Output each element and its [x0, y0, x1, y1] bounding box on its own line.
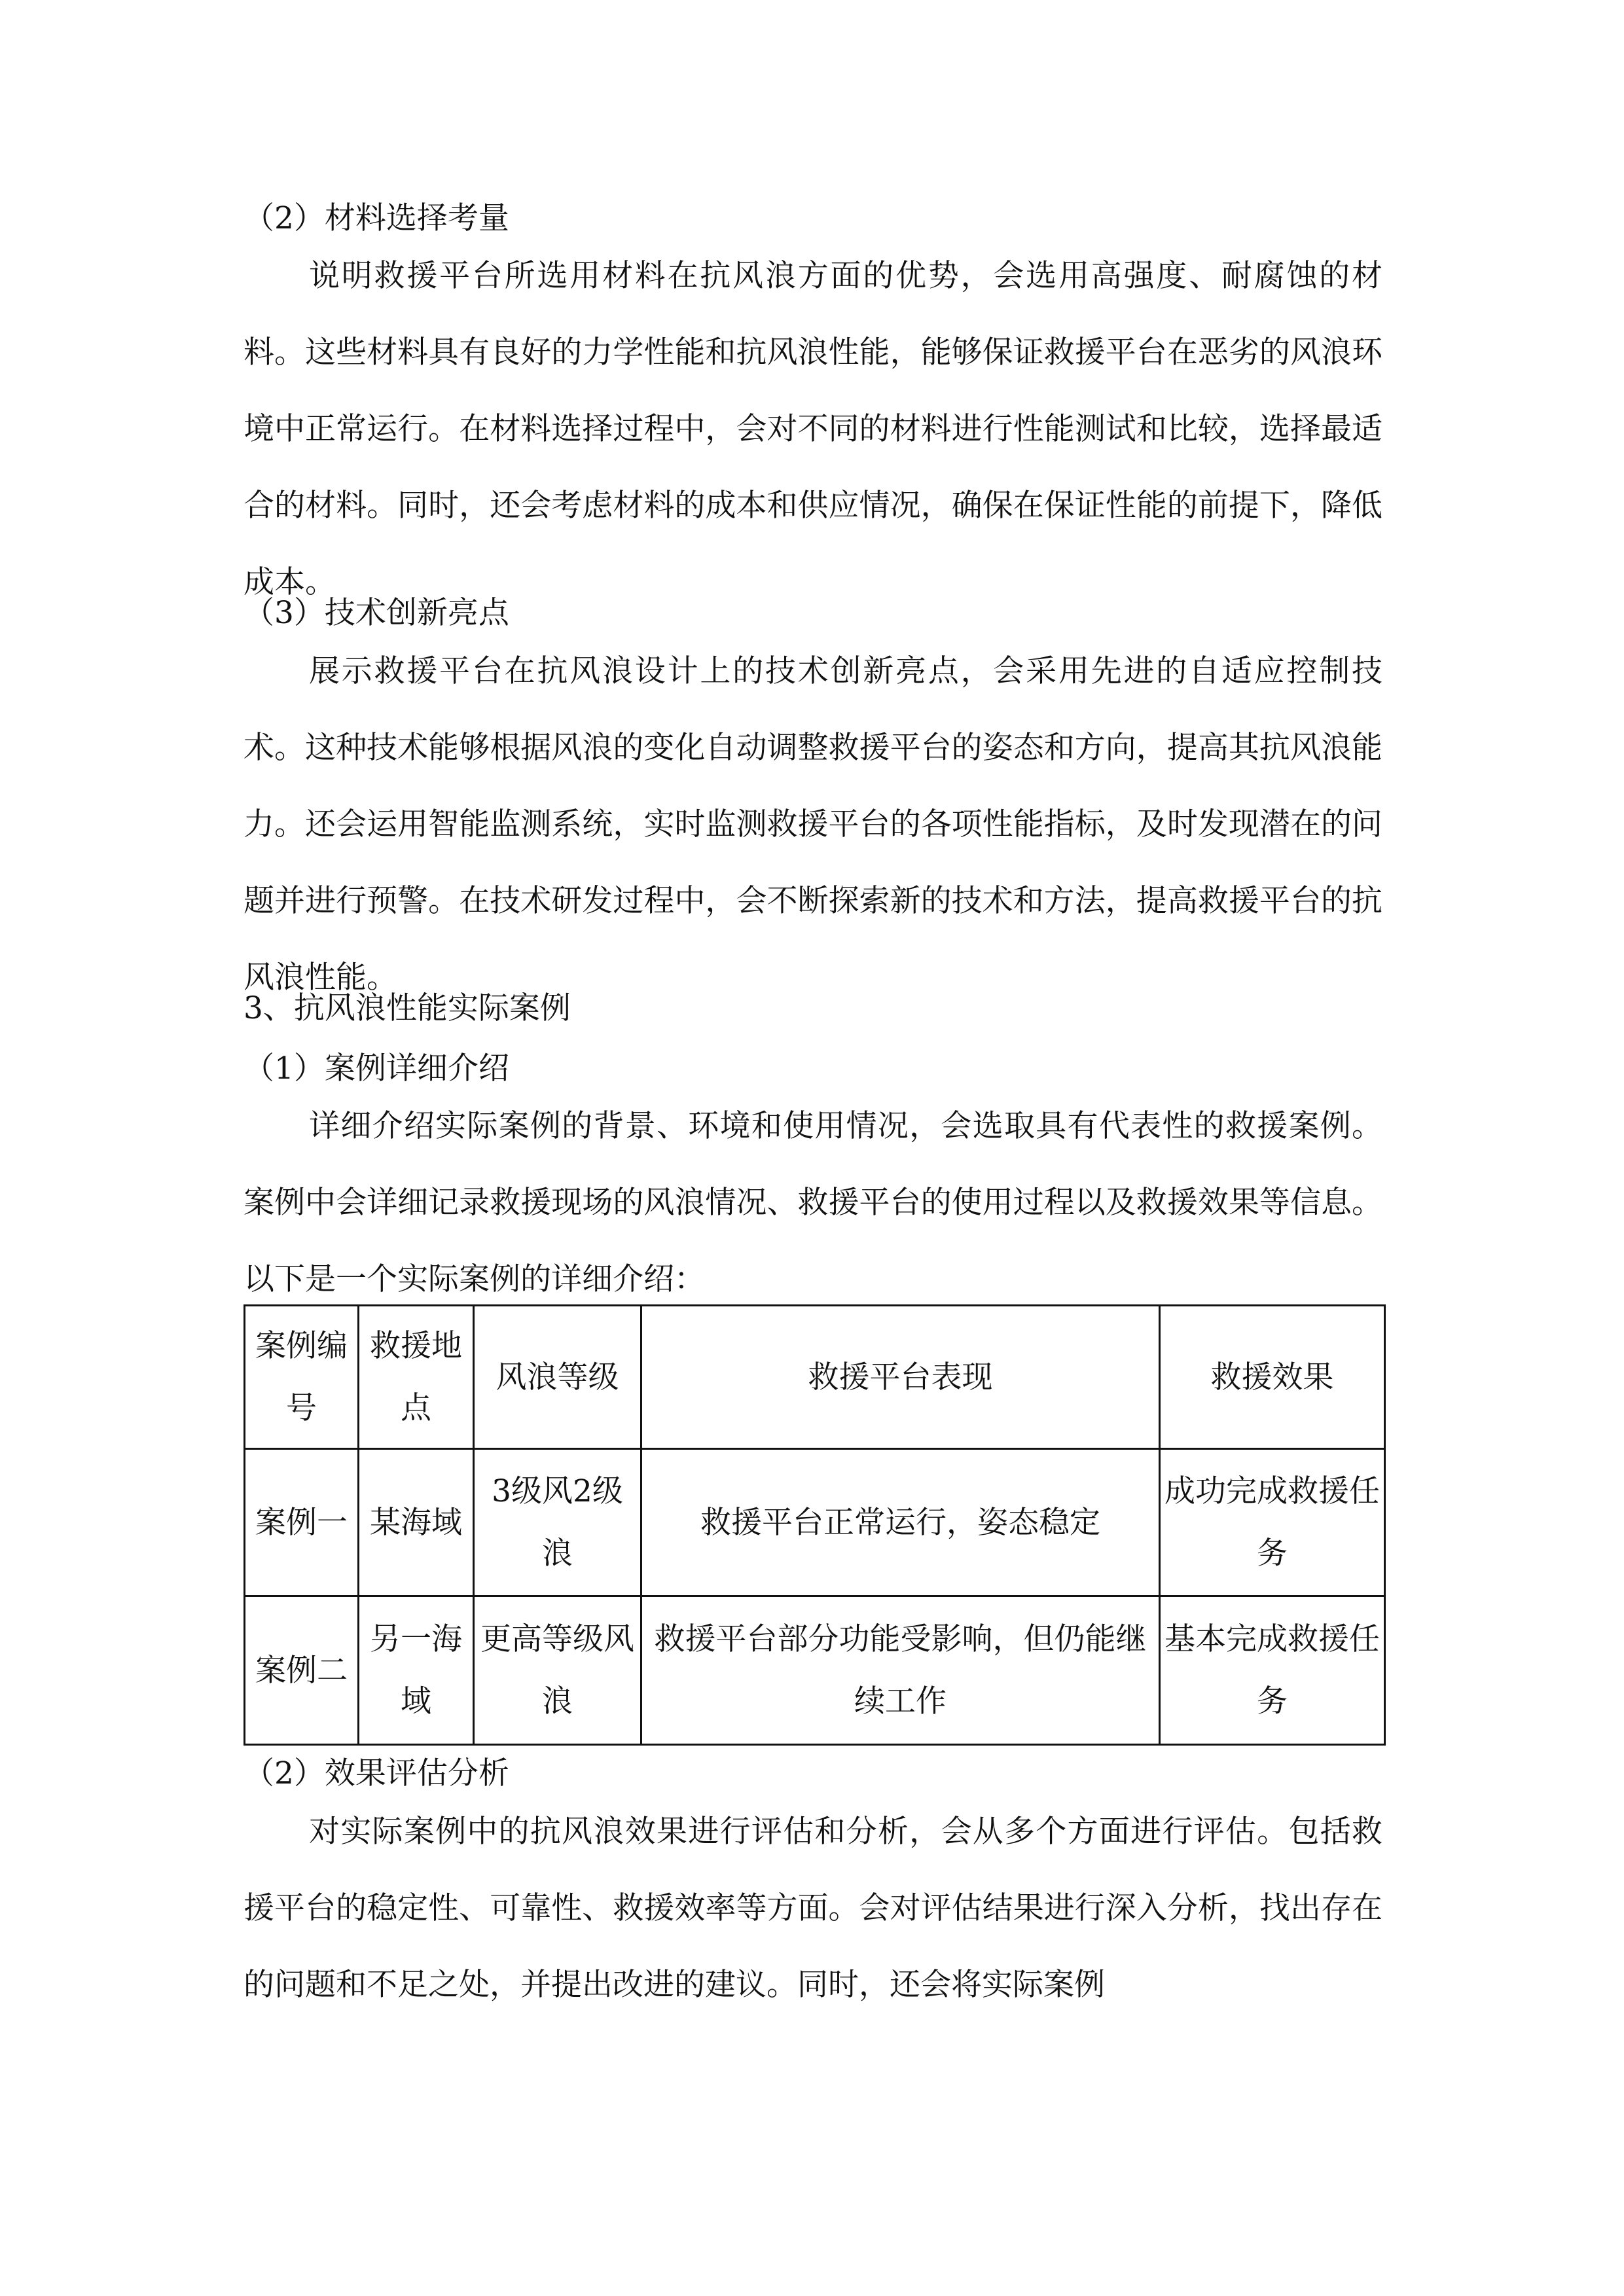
table-cell: 救援平台部分功能受影响，但仍能继续工作	[641, 1596, 1160, 1745]
heading-case-detail: （1）案例详细介绍	[244, 1050, 509, 1086]
table-cell: 案例一	[245, 1449, 359, 1596]
paragraph-effect-evaluation: 对实际案例中的抗风浪效果进行评估和分析，会从多个方面进行评估。包括救援平台的稳定性、可靠性、救援效率等方面。会对评估结果进行深入分析，找出存在的问题和不足之处，并提出改进的建议。同时，还会将实际案例	[244, 1814, 1382, 2003]
heading-case-studies: 3、抗风浪性能实际案例	[244, 990, 571, 1026]
paragraph-material-selection: 说明救援平台所选用材料在抗风浪方面的优势，会选用高强度、耐腐蚀的材料。这些材料具有良好的力学性能和抗风浪性能，能够保证救援平台在恶劣的风浪环境中正常运行。在材料选择过程中，会对不同的材料进行性能测试和比较，选择最适合的材料。同时，还会考虑材料的成本和供应情况，确保在保证性能的前提下，降低成本。	[244, 258, 1382, 600]
header-cell-case-no: 案例编号	[245, 1306, 359, 1449]
header-cell-wave-level: 风浪等级	[474, 1306, 641, 1449]
paragraph-case-detail: 详细介绍实际案例的背景、环境和使用情况，会选取具有代表性的救援案例。案例中会详细记录救援现场的风浪情况、救援平台的使用过程以及救援效果等信息。以下是一个实际案例的详细介绍：	[244, 1108, 1382, 1297]
heading-material-selection: （2）材料选择考量	[244, 200, 509, 236]
table-row	[245, 1449, 1385, 1596]
table-cell: 基本完成救援任务	[1160, 1596, 1385, 1745]
table-cell: 成功完成救援任务	[1160, 1449, 1385, 1596]
table-row	[245, 1596, 1385, 1745]
paragraph-tech-innovation: 展示救援平台在抗风浪设计上的技术创新亮点，会采用先进的自适应控制技术。这种技术能够根据风浪的变化自动调整救援平台的姿态和方向，提高其抗风浪能力。还会运用智能监测系统，实时监测救援平台的各项性能指标，及时发现潜在的问题并进行预警。在技术研发过程中，会不断探索新的技术和方法，提高救援平台的抗风浪性能。	[244, 653, 1382, 996]
heading-tech-innovation: （3）技术创新亮点	[244, 595, 509, 631]
table-cell: 案例二	[245, 1596, 359, 1745]
table-cell: 更高等级风浪	[474, 1596, 641, 1745]
table-header-row	[245, 1306, 1385, 1449]
table-cell: 3级风2级浪	[474, 1449, 641, 1596]
table-cell: 另一海域	[359, 1596, 474, 1745]
table-cell: 救援平台正常运行，姿态稳定	[641, 1449, 1160, 1596]
header-cell-performance: 救援平台表现	[641, 1306, 1160, 1449]
heading-effect-evaluation: （2）效果评估分析	[244, 1755, 509, 1791]
case-table	[244, 1304, 1386, 1746]
header-cell-result: 救援效果	[1160, 1306, 1385, 1449]
header-cell-location: 救援地点	[359, 1306, 474, 1449]
table-cell: 某海域	[359, 1449, 474, 1596]
